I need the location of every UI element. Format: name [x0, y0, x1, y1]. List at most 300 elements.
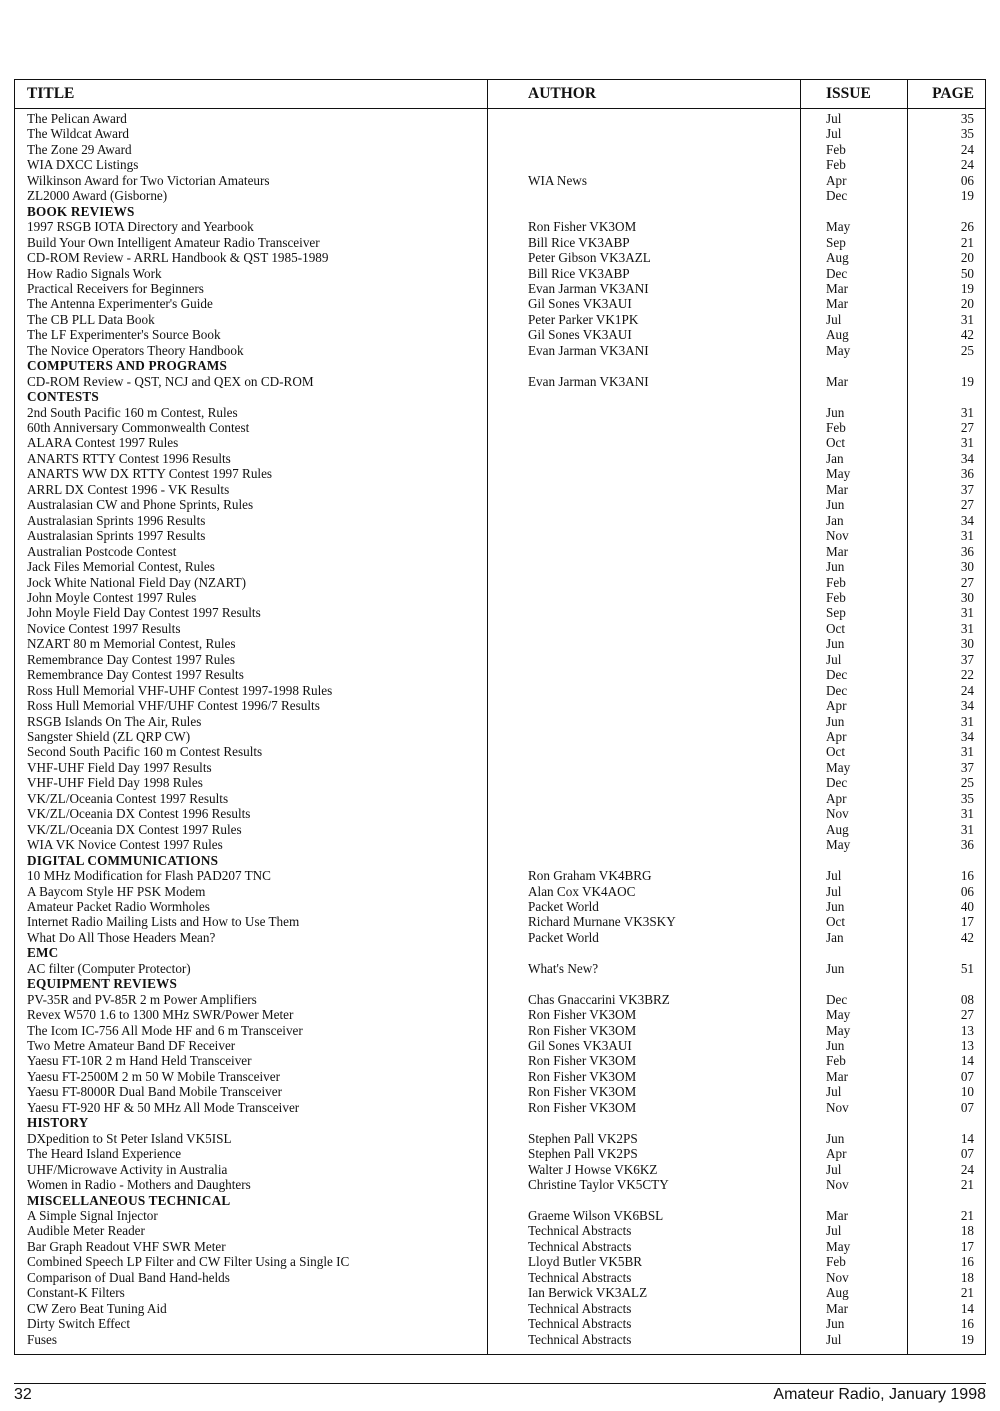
table-row	[15, 744, 985, 760]
cell-issue: Apr	[826, 172, 847, 188]
table-row	[15, 683, 985, 699]
cell-title: Yaesu FT-2500M 2 m 50 W Mobile Transceiver	[27, 1068, 281, 1084]
cell-page: 35	[960, 126, 974, 142]
cell-issue: Jul	[826, 311, 842, 327]
cell-page: 17	[960, 914, 974, 930]
cell-author: Alan Cox VK4AOC	[528, 883, 636, 899]
section-heading-row	[15, 358, 985, 374]
table-row	[15, 173, 985, 189]
cell-author: Ron Fisher VK3OM	[528, 1068, 637, 1084]
header-title: TITLE	[27, 85, 75, 102]
header-page: PAGE	[932, 85, 974, 102]
cell-issue: Jul	[826, 1084, 842, 1100]
cell-issue: Oct	[826, 744, 846, 760]
table-row	[15, 1084, 985, 1100]
table-row	[15, 621, 985, 637]
cell-page: 31	[960, 821, 974, 837]
cell-title: Yaesu FT-8000R Dual Band Mobile Transceiver	[27, 1084, 282, 1100]
cell-issue: Dec	[826, 188, 848, 204]
cell-issue: May	[826, 837, 851, 853]
table-row	[15, 575, 985, 591]
cell-title: Constant-K Filters	[27, 1285, 125, 1301]
cell-issue: Mar	[826, 296, 848, 312]
cell-page: 36	[960, 837, 974, 853]
table-row	[15, 281, 985, 297]
cell-title: VHF-UHF Field Day 1998 Rules	[27, 775, 203, 791]
cell-issue: Mar	[826, 280, 848, 296]
cell-issue: Apr	[826, 698, 847, 714]
cell-title: Ross Hull Memorial VHF/UHF Contest 1996/7 Results	[27, 698, 320, 714]
cell-page: 40	[960, 898, 974, 914]
table-row	[15, 1285, 985, 1301]
table-row	[15, 822, 985, 838]
table-row	[15, 528, 985, 544]
cell-title: Remembrance Day Contest 1997 Rules	[27, 651, 236, 667]
cell-issue: Aug	[826, 327, 849, 343]
table-row	[15, 1208, 985, 1224]
cell-page: 06	[960, 172, 974, 188]
table-row	[15, 1239, 985, 1255]
table-row	[15, 652, 985, 668]
cell-title: AC filter (Computer Protector)	[27, 960, 191, 976]
cell-page: 19	[960, 188, 974, 204]
table-row	[15, 482, 985, 498]
cell-issue: Mar	[826, 373, 848, 389]
table-row	[15, 1162, 985, 1178]
cell-page: 14	[960, 1130, 974, 1146]
cell-issue: Jul	[826, 1161, 842, 1177]
cell-page: 42	[960, 929, 974, 945]
cell-issue: Apr	[826, 790, 847, 806]
cell-page: 22	[960, 667, 974, 683]
cell-issue: Jun	[826, 713, 845, 729]
cell-author: Technical Abstracts	[528, 1238, 632, 1254]
cell-issue: Feb	[826, 141, 846, 157]
cell-issue: Jul	[826, 1223, 842, 1239]
cell-title: Comparison of Dual Band Hand-helds	[27, 1269, 230, 1285]
section-heading: EQUIPMENT REVIEWS	[27, 976, 178, 992]
cell-page: 08	[960, 991, 974, 1007]
cell-page: 18	[960, 1269, 974, 1285]
table-row	[15, 930, 985, 946]
cell-issue: Jul	[826, 1331, 842, 1347]
table-row	[15, 914, 985, 930]
cell-title: VK/ZL/Oceania DX Contest 1996 Results	[27, 806, 251, 822]
cell-title: PV-35R and PV-85R 2 m Power Amplifiers	[27, 991, 257, 1007]
table-row	[15, 266, 985, 282]
cell-title: DXpedition to St Peter Island VK5ISL	[27, 1130, 232, 1146]
cell-issue: Dec	[826, 667, 848, 683]
section-heading-row	[15, 976, 985, 992]
cell-page: 10	[960, 1084, 974, 1100]
cell-page: 51	[960, 960, 974, 976]
cell-author: Bill Rice VK3ABP	[528, 265, 630, 281]
section-heading-row	[15, 389, 985, 405]
footer-rule	[14, 1383, 986, 1384]
table-row	[15, 636, 985, 652]
cell-page: 27	[960, 497, 974, 513]
cell-page: 21	[960, 1285, 974, 1301]
cell-author: Ron Fisher VK3OM	[528, 219, 637, 235]
table-row	[15, 590, 985, 606]
cell-issue: Dec	[826, 265, 848, 281]
cell-page: 35	[960, 790, 974, 806]
cell-issue: Jan	[826, 929, 844, 945]
table-row	[15, 1069, 985, 1085]
cell-title: CD-ROM Review - ARRL Handbook & QST 1985-1989	[27, 250, 329, 266]
cell-author: Packet World	[528, 929, 599, 945]
cell-page: 37	[960, 481, 974, 497]
cell-title: Novice Contest 1997 Results	[27, 620, 181, 636]
table-row	[15, 992, 985, 1008]
cell-author: Evan Jarman VK3ANI	[528, 342, 649, 358]
cell-title: Build Your Own Intelligent Amateur Radio Transceiver	[27, 234, 320, 250]
cell-title: Australasian Sprints 1996 Results	[27, 512, 206, 528]
cell-title: The Heard Island Experience	[27, 1146, 182, 1162]
table-row	[15, 420, 985, 436]
table-row	[15, 1301, 985, 1317]
table-row	[15, 250, 985, 266]
cell-page: 18	[960, 1223, 974, 1239]
cell-author: Ron Fisher VK3OM	[528, 1084, 637, 1100]
table-row	[15, 1332, 985, 1348]
cell-issue: Jun	[826, 1130, 845, 1146]
table-row	[15, 374, 985, 390]
table-row	[15, 698, 985, 714]
table-row	[15, 899, 985, 915]
table-row	[15, 729, 985, 745]
cell-issue: Nov	[826, 806, 849, 822]
cell-issue: Nov	[826, 1177, 849, 1193]
cell-title: Dirty Switch Effect	[27, 1316, 131, 1332]
cell-page: 14	[960, 1053, 974, 1069]
table-row	[15, 559, 985, 575]
cell-author: Bill Rice VK3ABP	[528, 234, 630, 250]
cell-page: 21	[960, 1207, 974, 1223]
cell-page: 25	[960, 775, 974, 791]
cell-issue: Nov	[826, 1269, 849, 1285]
cell-issue: Nov	[826, 528, 849, 544]
cell-title: Ross Hull Memorial VHF-UHF Contest 1997-1998 Rules	[27, 682, 333, 698]
table-row	[15, 667, 985, 683]
cell-page: 36	[960, 466, 974, 482]
cell-issue: Mar	[826, 1068, 848, 1084]
index-table	[14, 79, 986, 1355]
cell-page: 24	[960, 1161, 974, 1177]
cell-page: 31	[960, 404, 974, 420]
cell-title: Australasian Sprints 1997 Results	[27, 528, 206, 544]
table-row	[15, 188, 985, 204]
cell-title: John Moyle Contest 1997 Rules	[27, 589, 197, 605]
cell-author: Lloyd Butler VK5BR	[528, 1254, 643, 1270]
table-row	[15, 111, 985, 127]
cell-title: 10 MHz Modification for Flash PAD207 TNC	[27, 868, 271, 884]
cell-issue: Sep	[826, 234, 846, 250]
table-row	[15, 497, 985, 513]
cell-page: 34	[960, 729, 974, 744]
cell-author: Evan Jarman VK3ANI	[528, 373, 649, 389]
cell-author: Gil Sones VK3AUI	[528, 1038, 632, 1053]
cell-issue: Mar	[826, 1300, 848, 1316]
table-row	[15, 1316, 985, 1332]
table-row	[15, 1023, 985, 1039]
cell-page: 37	[960, 759, 974, 775]
cell-title: The Wildcat Award	[27, 126, 130, 142]
cell-page: 34	[960, 512, 974, 528]
cell-author: Gil Sones VK3AUI	[528, 296, 632, 312]
cell-issue: May	[826, 1238, 851, 1254]
section-heading-row	[15, 1193, 985, 1209]
cell-issue: Jan	[826, 512, 844, 528]
cell-page: 16	[960, 1254, 974, 1270]
cell-issue: Jun	[826, 960, 845, 976]
cell-title: 60th Anniversary Commonwealth Contest	[27, 420, 250, 435]
cell-title: Jock White National Field Day (NZART)	[27, 574, 247, 590]
cell-page: 14	[960, 1300, 974, 1316]
cell-title: Fuses	[27, 1331, 58, 1347]
cell-issue: Mar	[826, 1207, 848, 1223]
header-issue: ISSUE	[826, 85, 871, 102]
cell-title: Sangster Shield (ZL QRP CW)	[27, 729, 191, 744]
cell-author: Richard Murnane VK3SKY	[528, 914, 676, 930]
section-heading-row	[15, 945, 985, 961]
cell-title: Australian Postcode Contest	[27, 543, 177, 559]
cell-title: ANARTS RTTY Contest 1996 Results	[27, 450, 231, 466]
section-heading: MISCELLANEOUS TECHNICAL	[27, 1192, 231, 1208]
section-heading-row	[15, 204, 985, 220]
cell-issue: May	[826, 759, 851, 775]
cell-title: Revex W570 1.6 to 1300 MHz SWR/Power Meter	[27, 1007, 294, 1023]
table-row	[15, 142, 985, 158]
cell-title: Australasian CW and Phone Sprints, Rules	[27, 497, 254, 513]
cell-page: 31	[960, 605, 974, 621]
table-row	[15, 1146, 985, 1162]
cell-title: What Do All Those Headers Mean?	[27, 929, 216, 945]
table-row	[15, 451, 985, 467]
cell-title: Yaesu FT-10R 2 m Hand Held Transceiver	[27, 1053, 252, 1069]
cell-author: Stephen Pall VK2PS	[528, 1146, 638, 1162]
section-heading-row	[15, 1115, 985, 1131]
cell-author: Gil Sones VK3AUI	[528, 327, 632, 343]
cell-issue: Aug	[826, 1285, 849, 1301]
cell-title: Audible Meter Reader	[27, 1223, 145, 1239]
cell-issue: Oct	[826, 620, 846, 636]
cell-page: 20	[960, 250, 974, 266]
cell-title: John Moyle Field Day Contest 1997 Results	[27, 605, 261, 621]
cell-author: Ron Fisher VK3OM	[528, 1099, 637, 1115]
cell-issue: Jul	[826, 651, 842, 667]
cell-page: 42	[960, 327, 974, 343]
section-heading: EMC	[27, 945, 59, 961]
cell-title: The Novice Operators Theory Handbook	[27, 342, 244, 358]
cell-title: ZL2000 Award (Gisborne)	[27, 188, 168, 204]
table-row	[15, 126, 985, 142]
cell-page: 34	[960, 698, 974, 714]
cell-issue: Dec	[826, 991, 848, 1007]
section-heading: BOOK REVIEWS	[27, 203, 135, 219]
cell-page: 31	[960, 620, 974, 636]
cell-title: The Icom IC-756 All Mode HF and 6 m Transceiver	[27, 1022, 303, 1038]
cell-page: 30	[960, 636, 974, 652]
cell-page: 16	[960, 1316, 974, 1332]
cell-page: 24	[960, 682, 974, 698]
cell-title: The Zone 29 Award	[27, 141, 132, 157]
cell-title: Practical Receivers for Beginners	[27, 280, 204, 296]
cell-issue: Nov	[826, 1099, 849, 1115]
cell-issue: Jun	[826, 559, 845, 575]
cell-issue: May	[826, 1007, 851, 1023]
cell-page: 19	[960, 280, 974, 296]
cell-issue: Jul	[826, 883, 842, 899]
table-row	[15, 837, 985, 853]
cell-title: 1997 RSGB IOTA Directory and Yearbook	[27, 219, 254, 235]
table-row	[15, 605, 985, 621]
cell-author: Walter J Howse VK6KZ	[528, 1161, 658, 1177]
cell-issue: Oct	[826, 914, 846, 930]
cell-title: ANARTS WW DX RTTY Contest 1997 Rules	[27, 466, 273, 482]
table-row	[15, 1053, 985, 1069]
cell-author: Technical Abstracts	[528, 1316, 632, 1332]
table-row	[15, 1131, 985, 1147]
cell-title: WIA DXCC Listings	[27, 157, 139, 173]
table-row	[15, 760, 985, 776]
cell-issue: Jun	[826, 1316, 845, 1332]
cell-page: 35	[960, 111, 974, 126]
table-row	[15, 327, 985, 343]
cell-author: Peter Parker VK1PK	[528, 311, 639, 327]
section-heading: CONTESTS	[27, 389, 99, 405]
table-row	[15, 806, 985, 822]
cell-author: Ron Fisher VK3OM	[528, 1022, 637, 1038]
table-row	[15, 775, 985, 791]
cell-title: ALARA Contest 1997 Rules	[27, 435, 179, 451]
cell-title: Jack Files Memorial Contest, Rules	[27, 559, 215, 575]
cell-title: The Antenna Experimenter's Guide	[27, 296, 213, 312]
cell-issue: Dec	[826, 775, 848, 791]
table-row	[15, 157, 985, 173]
cell-author: What's New?	[528, 960, 599, 976]
cell-author: Christine Taylor VK5CTY	[528, 1177, 669, 1193]
cell-title: Two Metre Amateur Band DF Receiver	[27, 1038, 236, 1053]
table-row	[15, 466, 985, 482]
table-row	[15, 868, 985, 884]
cell-page: 31	[960, 311, 974, 327]
cell-author: WIA News	[528, 172, 587, 188]
cell-title: The LF Experimenter's Source Book	[27, 327, 221, 343]
cell-author: Packet World	[528, 898, 599, 914]
table-row	[15, 884, 985, 900]
cell-title: NZART 80 m Memorial Contest, Rules	[27, 636, 236, 652]
cell-title: Remembrance Day Contest 1997 Results	[27, 667, 244, 683]
cell-page: 24	[960, 157, 974, 173]
cell-page: 30	[960, 559, 974, 575]
cell-title: Wilkinson Award for Two Victorian Amateurs	[27, 172, 270, 188]
table-row	[15, 961, 985, 977]
cell-page: 19	[960, 373, 974, 389]
cell-author: Graeme Wilson VK6BSL	[528, 1207, 664, 1223]
cell-page: 19	[960, 1331, 974, 1347]
cell-page: 27	[960, 420, 974, 435]
cell-page: 34	[960, 450, 974, 466]
cell-title: ARRL DX Contest 1996 - VK Results	[27, 481, 230, 497]
cell-title: A Simple Signal Injector	[27, 1207, 158, 1223]
cell-issue: Jul	[826, 868, 842, 884]
cell-issue: Feb	[826, 574, 846, 590]
table-row	[15, 1038, 985, 1054]
cell-page: 30	[960, 589, 974, 605]
cell-author: Chas Gnaccarini VK3BRZ	[528, 991, 670, 1007]
cell-author: Ian Berwick VK3ALZ	[528, 1285, 648, 1301]
cell-issue: Mar	[826, 543, 848, 559]
cell-issue: Apr	[826, 1146, 847, 1162]
cell-issue: Feb	[826, 589, 846, 605]
cell-title: VK/ZL/Oceania DX Contest 1997 Rules	[27, 821, 242, 837]
cell-issue: May	[826, 466, 851, 482]
cell-author: Technical Abstracts	[528, 1269, 632, 1285]
cell-page: 26	[960, 219, 974, 235]
cell-title: VHF-UHF Field Day 1997 Results	[27, 759, 212, 775]
cell-page: 07	[960, 1068, 974, 1084]
table-row	[15, 435, 985, 451]
cell-page: 07	[960, 1099, 974, 1115]
header-rule	[15, 108, 985, 109]
section-heading: HISTORY	[27, 1115, 89, 1131]
cell-title: Combined Speech LP Filter and CW Filter Using a Single IC	[27, 1254, 350, 1270]
cell-issue: Jun	[826, 404, 845, 420]
section-heading: DIGITAL COMMUNICATIONS	[27, 852, 219, 868]
cell-title: The Pelican Award	[27, 111, 127, 126]
cell-page: 24	[960, 141, 974, 157]
cell-page: 07	[960, 1146, 974, 1162]
cell-author: Technical Abstracts	[528, 1331, 632, 1347]
cell-title: How Radio Signals Work	[27, 265, 162, 281]
footer-page-number: 32	[14, 1386, 32, 1403]
cell-title: VK/ZL/Oceania Contest 1997 Results	[27, 790, 229, 806]
cell-page: 13	[960, 1038, 974, 1053]
cell-page: 21	[960, 1177, 974, 1193]
cell-issue: Jul	[826, 111, 842, 126]
cell-page: 37	[960, 651, 974, 667]
table-row	[15, 312, 985, 328]
cell-title: Second South Pacific 160 m Contest Results	[27, 744, 263, 760]
cell-author: Technical Abstracts	[528, 1300, 632, 1316]
cell-page: 06	[960, 883, 974, 899]
cell-page: 36	[960, 543, 974, 559]
table-row	[15, 1270, 985, 1286]
cell-issue: Apr	[826, 729, 847, 744]
cell-title: 2nd South Pacific 160 m Contest, Rules	[27, 404, 238, 420]
cell-title: CW Zero Beat Tuning Aid	[27, 1300, 167, 1316]
cell-title: Women in Radio - Mothers and Daughters	[27, 1177, 251, 1193]
section-heading-row	[15, 853, 985, 869]
cell-issue: Feb	[826, 1053, 846, 1069]
table-row	[15, 791, 985, 807]
cell-title: A Baycom Style HF PSK Modem	[27, 883, 206, 899]
cell-page: 20	[960, 296, 974, 312]
table-row	[15, 405, 985, 421]
cell-issue: May	[826, 1022, 851, 1038]
cell-page: 21	[960, 234, 974, 250]
section-heading: COMPUTERS AND PROGRAMS	[27, 358, 228, 374]
table-row	[15, 219, 985, 235]
cell-issue: Jun	[826, 497, 845, 513]
cell-title: RSGB Islands On The Air, Rules	[27, 713, 202, 729]
cell-issue: Feb	[826, 157, 846, 173]
cell-issue: May	[826, 342, 851, 358]
table-row	[15, 235, 985, 251]
cell-issue: Jan	[826, 450, 844, 466]
cell-issue: Jun	[826, 636, 845, 652]
